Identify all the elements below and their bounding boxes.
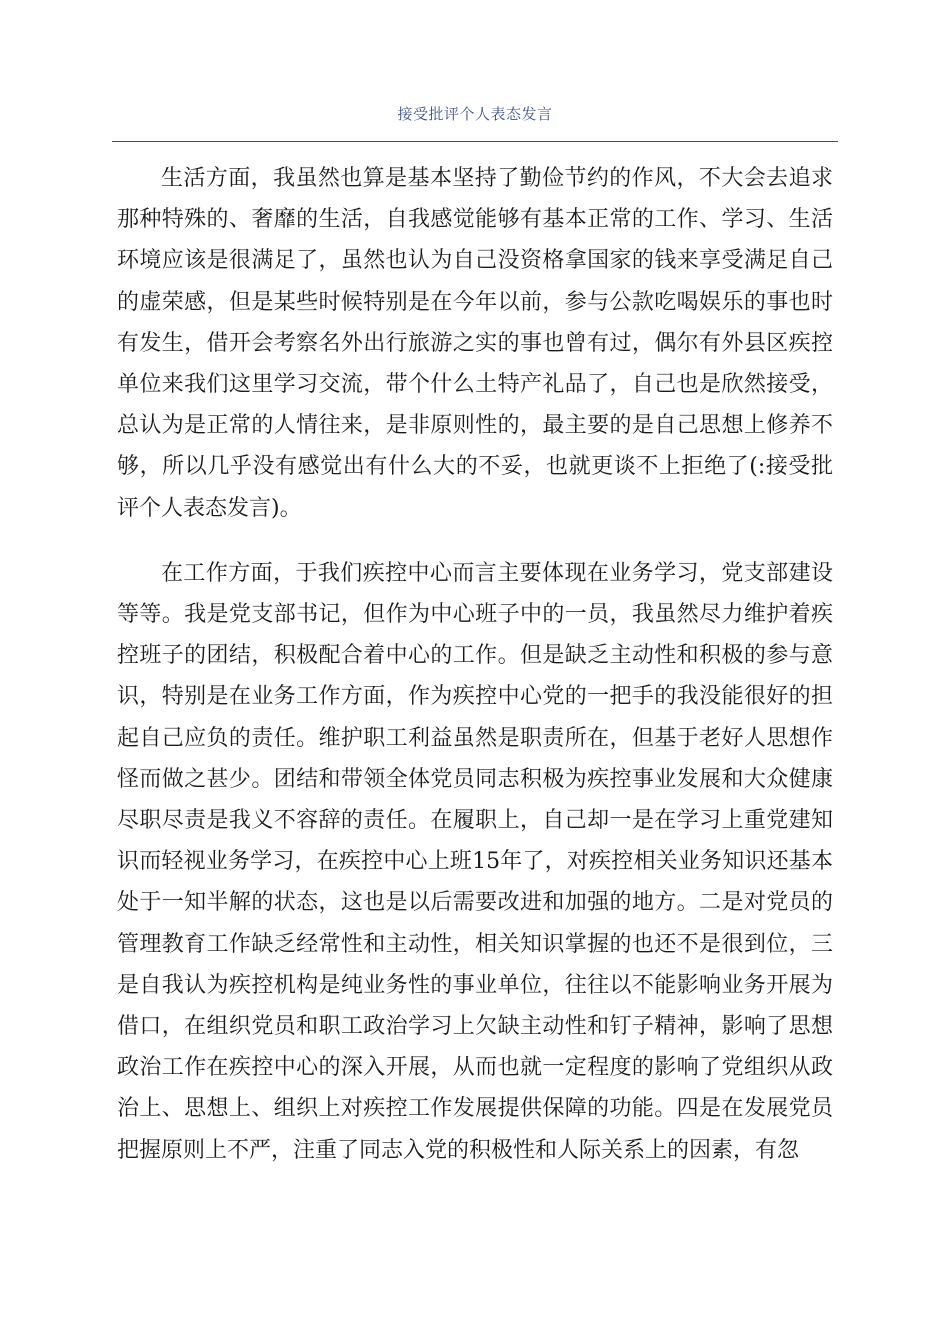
paragraph-work: 在工作方面，于我们疾控中心而言主要体现在业务学习，党支部建设等等。我是党支部书记，但作为中心班子中的一员，我虽然尽力维护着疾控班子的团结，积极配合着中心的工作。但是缺乏主动性和积极的参与意识，特别是在业务工作方面，作为疾控中心党的一把手的我没能很好的担起自己应负的责任。维护职工利益虽然是职责所在，但基于老好人思想作怪而做之甚少。团结和带领全体党员同志积极为疾控事业发展和大众健康尽职尽责是我义不容辞的责任。在履职上，自己却一是在学习上重党建知识而轻视业务学习，在疾控中心上班15年了，对疾控相关业务知识还基本处于一知半解的状态，这也是以后需要改进和加强的地方。二是对党员的管理教育工作缺乏经常性和主动性，相关知识掌握的也还不是很到位，三是自我认为疾控机构是纯业务性的事业单位，往往以不能影响业务开展为借口，在组织党员和职工政治学习上欠缺主动性和钉子精神，影响了思想政治工作在疾控中心的深入开展，从而也就一定程度的影响了党组织从政治上、思想上、组织上对疾控工作发展提供保障的功能。四是在发展党员把握原则上不严，注重了同志入党的积极性和人际关系上的因素，有忽: [117, 560, 833, 1163]
document-body: [117, 158, 833, 1171]
paragraph-life: 生活方面，我虽然也算是基本坚持了勤俭节约的作风，不大会去追求那种特殊的、奢靡的生活，自我感觉能够有基本正常的工作、学习、生活环境应该是很满足了，虽然也认为自己没资格拿国家的钱来享受满足自己的虚荣感，但是某些时候特别是在今年以前，参与公款吃喝娱乐的事也时有发生，借开会考察名外出行旅游之实的事也曾有过，偶尔有外县区疾控单位来我们这里学习交流，带个什么土特产礼品了，自己也是欣然接受，总认为是正常的人情往来，是非原则性的，最主要的是自己思想上修养不够，所以几乎没有感觉出有什么大的不妥，也就更谈不上拒绝了(:接受批评个人表态发言)。: [117, 166, 833, 521]
page-header-title: 接受批评个人表态发言: [397, 105, 553, 123]
header-divider: [112, 141, 838, 142]
